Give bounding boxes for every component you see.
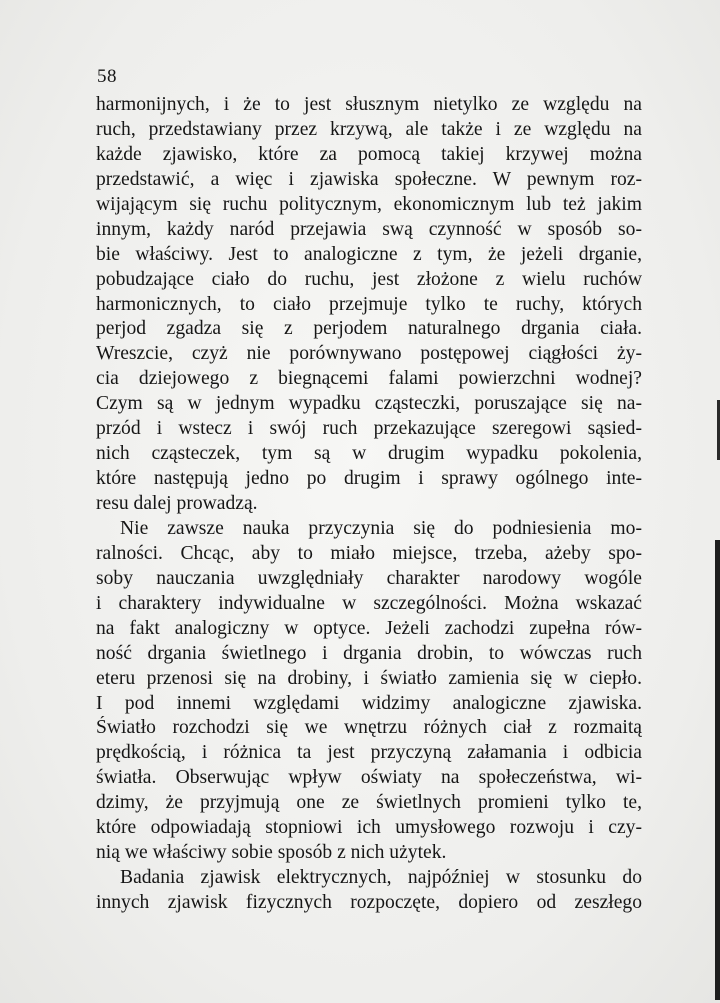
text-line: prędkością, i różnica ta jest przyczyną załamania i odbicia (96, 742, 642, 764)
text-line: i charaktery indywidualne w szczególności. Można wskazać (96, 592, 642, 614)
text-line: harmonijnych, i że to jest słusznym nietylko ze względu na (96, 94, 642, 115)
page-edge-binding (715, 540, 720, 1000)
text-line: które następują jedno po drugim i sprawy ogólnego inte- (96, 468, 642, 490)
text-line: na fakt analogiczny w optyce. Jeżeli zachodzi zupełna rów- (96, 617, 642, 639)
text-line: pobudzające ciało do ruchu, jest złożone z wielu ruchów (96, 268, 642, 290)
text-line: perjod zgadza się z perjodem naturalnego drgania ciała. (96, 318, 642, 340)
body-text (96, 93, 642, 916)
text-line: ralności. Chcąc, aby to miało miejsce, trzeba, ażeby spo- (96, 542, 642, 564)
text-line: Badania zjawisk elektrycznych, najpóźniej w stosunku do (120, 867, 642, 889)
text-line: I pod innemi względami widzimy analogiczne zjawiska. (96, 692, 642, 714)
text-line: ność drgania świetlnego i drgania drobin, to wówczas ruch (96, 642, 642, 664)
paragraph-3 (96, 866, 642, 916)
text-line: każde zjawisko, które za pomocą takiej krzywej można (96, 143, 642, 165)
text-line: eteru przenosi się na drobiny, i światło zamienia się w ciepło. (96, 667, 642, 689)
paragraph-2 (96, 517, 642, 866)
paragraph-1 (96, 93, 642, 517)
text-line: światła. Obserwując wpływ oświaty na społeczeństwa, wi- (96, 767, 642, 789)
text-line: bie właściwy. Jest to analogiczne z tym, że jeżeli drganie, (96, 243, 642, 265)
text-line: cia dziejowego z biegnącemi falami powierzchni wodnej? (96, 368, 642, 390)
text-line: które odpowiadają stopniowi ich umysłowego rozwoju i czy- (96, 817, 642, 839)
text-line: Czym są w jednym wypadku cząsteczki, poruszające się na- (96, 393, 642, 415)
page-number: 58 (97, 66, 117, 87)
text-line: innym, każdy naród przejawia swą czynność w sposób so- (96, 218, 642, 240)
text-line: przód i wstecz i swój ruch przekazujące szeregowi sąsied- (96, 418, 642, 440)
text-line: Nie zawsze nauka przyczynia się do podniesienia mo- (120, 517, 642, 539)
text-line: soby nauczania uwzględniały charakter narodowy wogóle (96, 567, 642, 589)
text-line: ruch, przedstawiany przez krzywą, ale także i ze względu na (96, 118, 642, 140)
text-line: przedstawić, a więc i zjawiska społeczne. W pewnym roz- (96, 168, 642, 190)
text-line: nią we właściwy sobie sposób z nich użytek. (96, 842, 447, 864)
text-line: nich cząsteczek, tym są w drugim wypadku pokolenia, (96, 443, 642, 465)
text-line: dzimy, że przyjmują one ze świetlnych promieni tylko te, (96, 792, 642, 814)
text-line: innych zjawisk fizycznych rozpoczęte, dopiero od zeszłego (96, 892, 642, 913)
text-line: wijającym się ruchu politycznym, ekonomicznym lub też jakim (96, 193, 642, 215)
text-line: resu dalej prowadzą. (96, 493, 258, 514)
text-line: Światło rozchodzi się we wnętrzu różnych ciał z rozmaitą (96, 717, 642, 739)
text-line: harmonicznych, to ciało przejmuje tylko te ruchy, których (96, 293, 642, 315)
text-line: Wreszcie, czyż nie porównywano postępowej ciągłości ży- (96, 343, 642, 365)
